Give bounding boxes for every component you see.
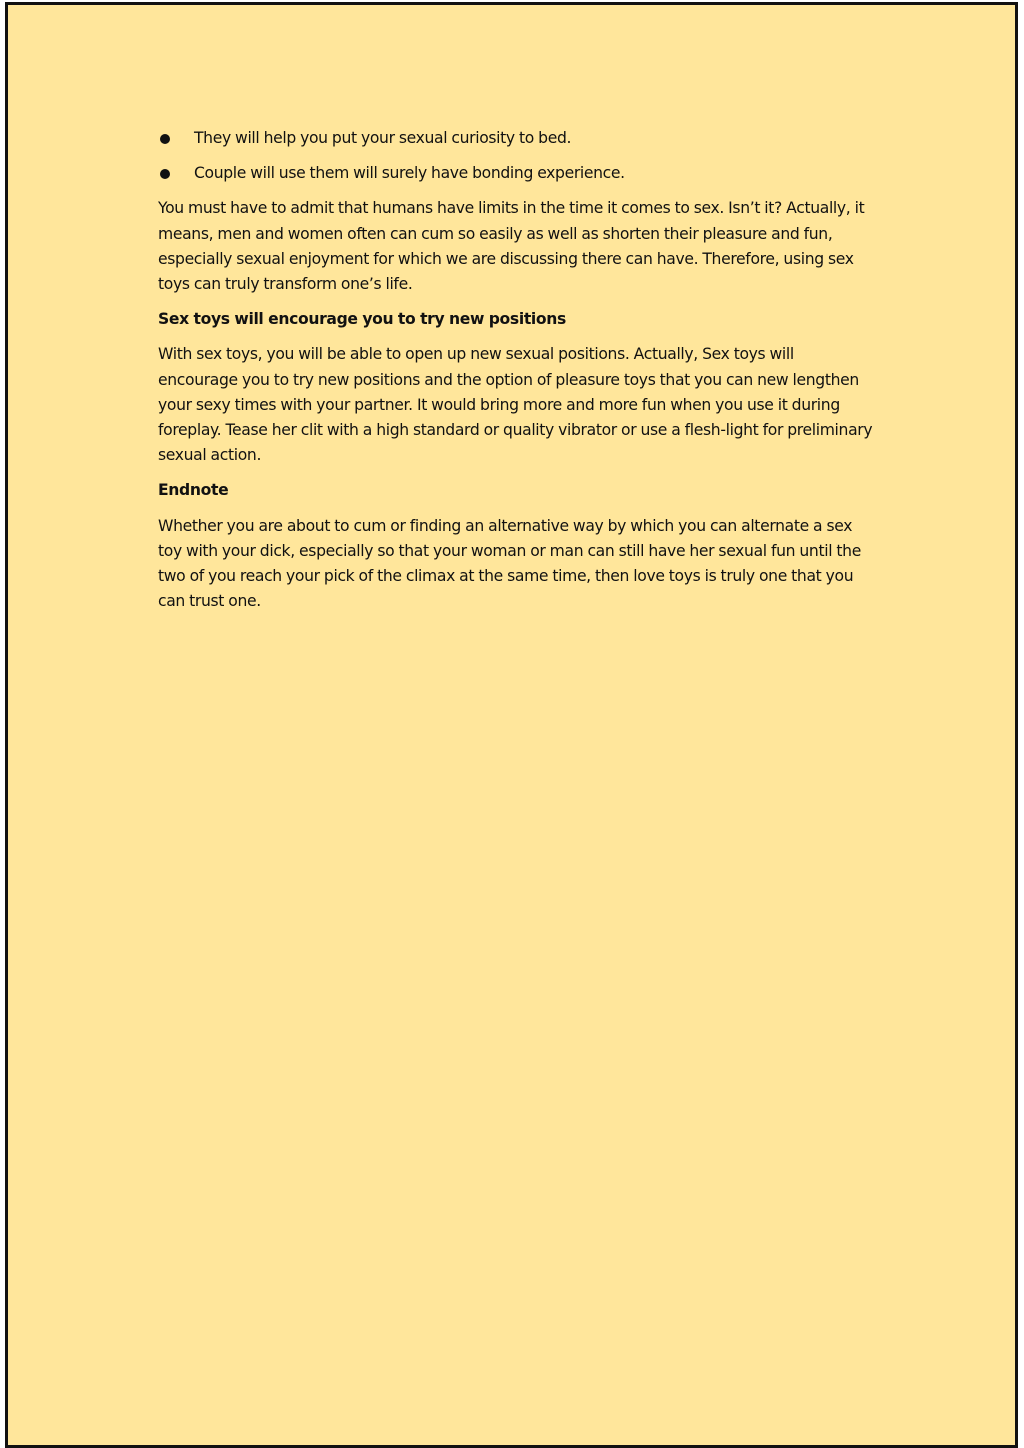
document-body: [158, 126, 874, 624]
list-item: [158, 126, 874, 151]
list-item: [158, 161, 874, 186]
section-heading-endnote: Endnote: [158, 481, 229, 500]
paragraph-intro: You must have to admit that humans have limits in the time it comes to sex. Isn’t it? Actually, it means, men and women often can cum so easily as well as shorten their pleasure and fun, especially sexual enjoyment for which we are discussing there can have. Therefore, using sex toys can truly transform one’s life.: [158, 199, 865, 294]
bullet-list: [158, 126, 874, 186]
paragraph-endnote: Whether you are about to cum or finding an alternative way by which you can alternate a sex toy with your dick, especially so that your woman or man can still have her sexual fun until the two of you reach your pick of the climax at the same time, then love toys is truly one that you can trust one.: [158, 516, 861, 611]
bullet-icon: [160, 134, 170, 144]
bullet-icon: [160, 169, 170, 179]
section-heading-positions: Sex toys will encourage you to try new positions: [158, 310, 566, 329]
paragraph-positions: With sex toys, you will be able to open up new sexual positions. Actually, Sex toys will encourage you to try new positions and the option of pleasure toys that you can new lengthen your sexy times with your partner. It would bring more and more fun when you use it during foreplay. Tease her clit with a high standard or quality vibrator or use a flesh-light for preliminary sexual action.: [158, 345, 873, 465]
bullet-text: They will help you put your sexual curiosity to bed.: [194, 129, 572, 147]
bullet-text: Couple will use them will surely have bonding experience.: [194, 164, 625, 183]
document-page: [5, 2, 1018, 1448]
